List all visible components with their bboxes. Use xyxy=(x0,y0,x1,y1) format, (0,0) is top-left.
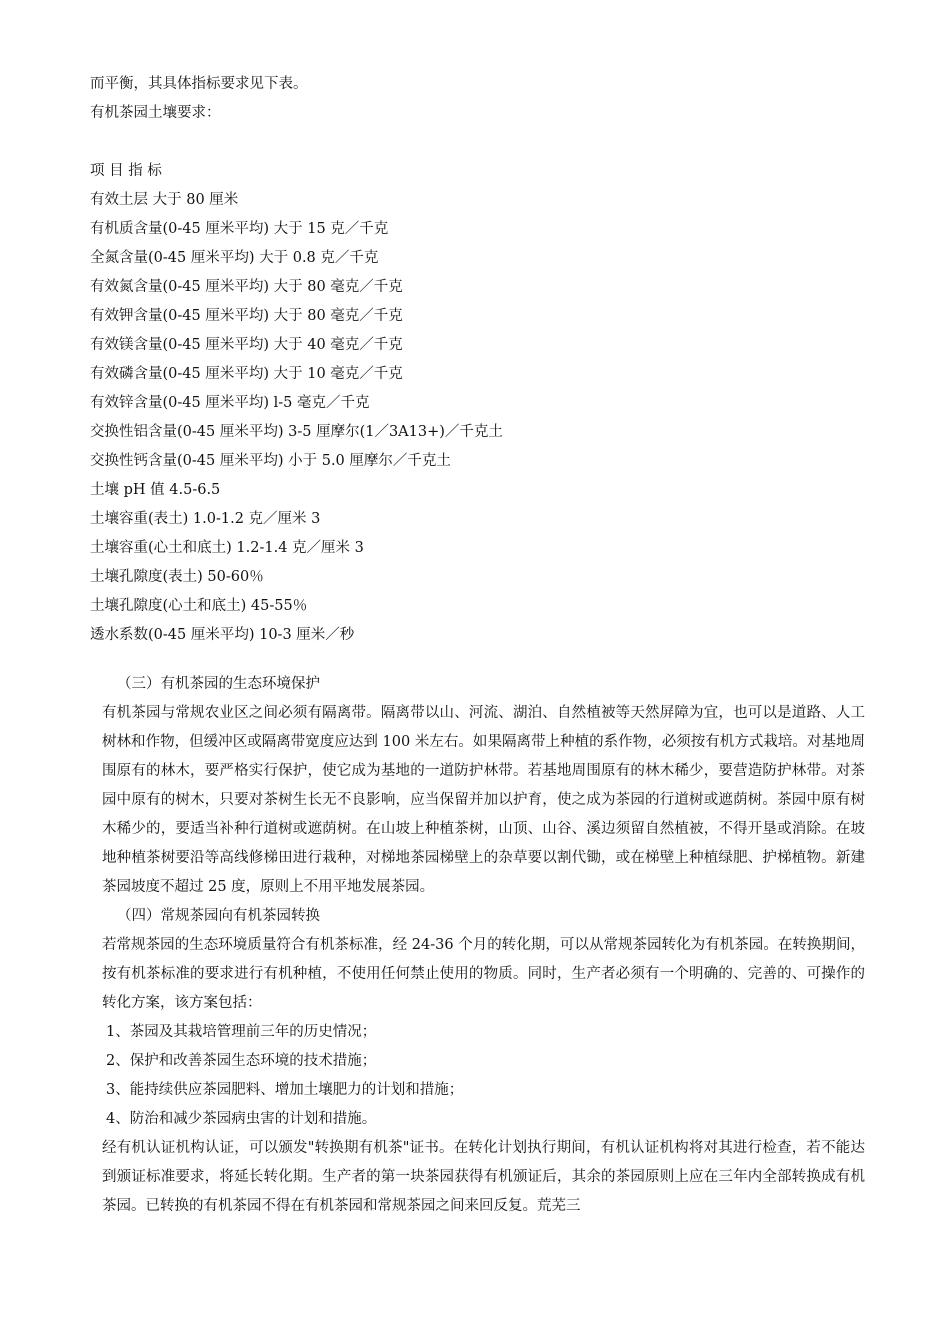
intro-line-2: 有机茶园土壤要求： xyxy=(90,105,221,121)
table-row: 有机质含量(0-45 厘米平均) 大于 15 克／千克 xyxy=(90,221,389,237)
table-row: 透水系数(0-45 厘米平均) 10-3 厘米／秒 xyxy=(90,627,355,643)
soil-requirements-table xyxy=(90,157,865,650)
table-row: 土壤容重(表土) 1.0-1.2 克／厘米 3 xyxy=(90,511,321,527)
list-item: 3、能持续供应茶园肥料、增加土壤肥力的计划和措施； xyxy=(106,1082,464,1098)
table-row: 交换性钙含量(0-45 厘米平均) 小于 5.0 厘摩尔／千克土 xyxy=(90,453,451,469)
table-row: 有效土层 大于 80 厘米 xyxy=(90,192,239,208)
section-4-heading: （四）常规茶园向有机茶园转换 xyxy=(117,908,320,924)
table-row: 有效氮含量(0-45 厘米平均) 大于 80 毫克／千克 xyxy=(90,279,403,295)
table-row: 土壤容重(心土和底土) 1.2-1.4 克／厘米 3 xyxy=(90,540,364,556)
table-header: 项 目 指 标 xyxy=(90,163,162,179)
table-row: 交换性铝含量(0-45 厘米平均) 3-5 厘摩尔(1／3A13+)／千克土 xyxy=(90,424,503,440)
list-item: 4、防治和减少茶园病虫害的计划和措施。 xyxy=(106,1111,377,1127)
table-row: 全氮含量(0-45 厘米平均) 大于 0.8 克／千克 xyxy=(90,250,379,266)
table-row: 土壤孔隙度(表土) 50-60％ xyxy=(90,569,264,585)
spacer xyxy=(90,650,865,670)
intro-line-1: 而平衡，其具体指标要求见下表。 xyxy=(90,76,308,92)
table-row: 土壤孔隙度(心土和底土) 45-55％ xyxy=(90,598,308,614)
spacer xyxy=(90,128,865,157)
list-item: 1、茶园及其栽培管理前三年的历史情况； xyxy=(106,1024,377,1040)
table-row: 有效钾含量(0-45 厘米平均) 大于 80 毫克／千克 xyxy=(90,308,403,324)
section-3-heading: （三）有机茶园的生态环境保护 xyxy=(117,676,320,692)
table-row: 有效磷含量(0-45 厘米平均) 大于 10 毫克／千克 xyxy=(90,366,403,382)
table-row: 土壤 pH 值 4.5-6.5 xyxy=(90,482,221,498)
table-row: 有效锌含量(0-45 厘米平均) l-5 毫克／千克 xyxy=(90,395,370,411)
section-4-body: 若常规茶园的生态环境质量符合有机茶标准，经 24-36 个月的转化期，可以从常规茶园转化为有机茶园。在转换期间，按有机茶标准的要求进行有机种植，不使用任何禁止使用的物质。同时，生产者必须有一个明确的、完善的、可操作的转化方案，该方案包括： xyxy=(102,937,865,1011)
section-3-body: 有机茶园与常规农业区之间必须有隔离带。隔离带以山、河流、湖泊、自然植被等天然屏障为宜，也可以是道路、人工树林和作物，但缓冲区或隔离带宽度应达到 100 米左右。如果隔离带上种植的系作物，必须按有机方式栽培。对基地周围原有的林木，要严格实行保护，使它成为基地的一道防护林带。若基地周围原有的林木稀少，要营造防护林带。对茶园中原有的树木，只要对茶树生长无不良影响，应当保留并加以护育，使之成为茶园的行道树或遮荫树。茶园中原有树木稀少的，要适当补种行道树或遮荫树。在山坡上种植茶树，山顶、山谷、溪边须留自然植被，不得开垦或消除。在坡地种植茶树要沿等高线修梯田进行栽种，对梯地茶园梯壁上的杂草要以割代锄，或在梯壁上种植绿肥、护梯植物。新建茶园坡度不超过 25 度，原则上不用平地发展茶园。 xyxy=(102,705,865,895)
table-row: 有效镁含量(0-45 厘米平均) 大于 40 毫克／千克 xyxy=(90,337,403,353)
document-page xyxy=(90,70,865,1221)
list-item: 2、保护和改善茶园生态环境的技术措施； xyxy=(106,1053,377,1069)
section-4-closing: 经有机认证机构认证，可以颁发"转换期有机茶"证书。在转化计划执行期间，有机认证机构将对其进行检查，若不能达到颁证标准要求，将延长转化期。生产者的第一块茶园获得有机颁证后，其余的茶园原则上应在三年内全部转换成有机茶园。已转换的有机茶园不得在有机茶园和常规茶园之间来回反复。荒芜三 xyxy=(102,1140,865,1214)
